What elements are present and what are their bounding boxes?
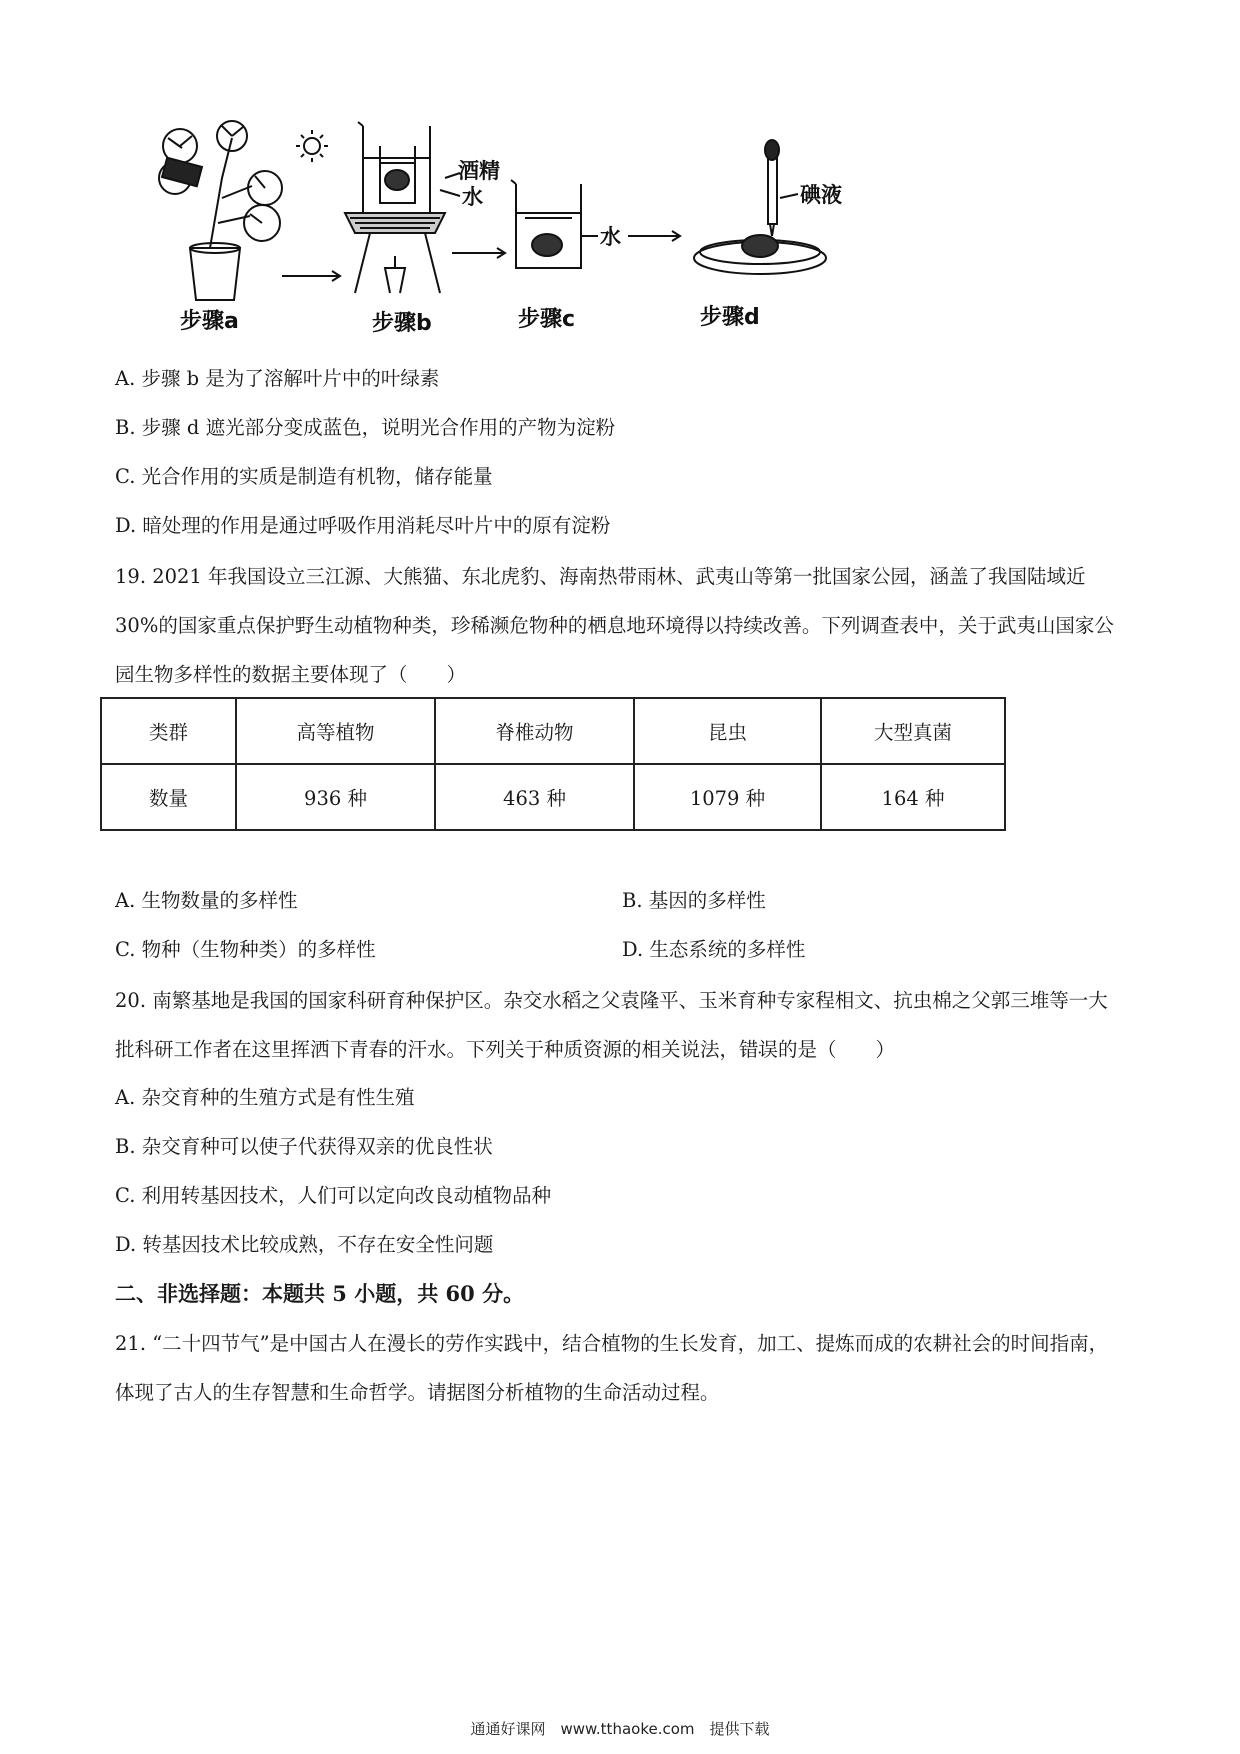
step-c-label: 步骤c	[518, 307, 576, 332]
table-cell: 936 种	[236, 764, 435, 830]
table-cell: 脊椎动物	[435, 698, 634, 764]
section-2-heading: 二、非选择题：本题共 5 小题，共 60 分。	[115, 1281, 525, 1306]
q19-option-a: A. 生物数量的多样性	[115, 889, 298, 912]
step-d-petri-dish-illustration	[694, 140, 826, 274]
arrow-b-to-c-icon	[452, 248, 505, 258]
step-d-label: 步骤d	[700, 305, 760, 330]
table-cell: 1079 种	[634, 764, 821, 830]
step-c-beaker-illustration	[511, 180, 598, 268]
iodine-label: 碘液	[800, 183, 842, 207]
table-cell: 大型真菌	[821, 698, 1005, 764]
table-cell: 463 种	[435, 764, 634, 830]
photosynthesis-experiment-figure	[140, 118, 920, 338]
water-label-step-c: 水	[600, 225, 621, 249]
q20-option-c: C. 利用转基因技术，人们可以定向改良动植物品种	[115, 1184, 552, 1207]
q19-option-b: B. 基因的多样性	[622, 889, 766, 912]
q20-stem-ending: 的是（ ）	[778, 1038, 896, 1061]
q18-option-b: B. 步骤 d 遮光部分变成蓝色，说明光合作用的产物为淀粉	[115, 416, 616, 439]
q21-stem: 21. “二十四节气”是中国古人在漫长的劳作实践中，结合植物的生长发育，加工、提炼而成的农耕社会的时间指南，体现了古人的生存智慧和生命哲学。请据图分析植物的生命活动过程。	[115, 1332, 1109, 1404]
page-footer: 通通好课网 www.tthaoke.com 提供下载	[470, 1720, 770, 1738]
q18-option-a: A. 步骤 b 是为了溶解叶片中的叶绿素	[115, 367, 440, 390]
table-cell: 数量	[101, 764, 236, 830]
step-a-label: 步骤a	[180, 309, 239, 334]
q18-option-d: D. 暗处理的作用是通过呼吸作用消耗尽叶片中的原有淀粉	[115, 514, 611, 537]
q20-option-d: D. 转基因技术比较成熟，不存在安全性问题	[115, 1233, 494, 1256]
step-a-plant-illustration	[159, 121, 282, 300]
q20-stem-text: 20. 南繁基地是我国的国家科研育种保护区。杂交水稻之父袁隆平、玉米育种专家程相文、抗虫棉之父郭三堆等一大批科研工作者在这里挥洒下青春的汗水。下列关于种质资源的相关说法，	[115, 989, 1108, 1061]
table-cell: 昆虫	[634, 698, 821, 764]
table-cell: 类群	[101, 698, 236, 764]
table-header-row	[101, 698, 1005, 764]
q20-stem	[115, 976, 1127, 1074]
arrow-c-to-d-icon	[628, 231, 680, 241]
wuyishan-biodiversity-table	[100, 697, 1006, 831]
q19-option-c: C. 物种（生物种类）的多样性	[115, 938, 376, 961]
table-cell: 高等植物	[236, 698, 435, 764]
arrow-a-to-b-icon	[282, 271, 340, 281]
sun-icon	[296, 130, 328, 162]
q19-option-d: D. 生态系统的多样性	[622, 938, 806, 961]
step-b-label: 步骤b	[372, 311, 432, 336]
q18-option-c: C. 光合作用的实质是制造有机物，储存能量	[115, 465, 493, 488]
alcohol-label: 酒精	[458, 159, 500, 183]
water-label-step-b: 水	[462, 185, 483, 209]
q20-option-a: A. 杂交育种的生殖方式是有性生殖	[115, 1086, 415, 1109]
table-cell: 164 种	[821, 764, 1005, 830]
q19-stem: 19. 2021 年我国设立三江源、大熊猫、东北虎豹、海南热带雨林、武夷山等第一批国家公园，涵盖了我国陆域近 30%的国家重点保护野生动植物种类，珍稀濒危物种的栖息地环境得以持续改善。下列调查表中，关于武夷山国家公园生物多样性的数据主要体现了（ ）	[115, 565, 1114, 686]
q20-emphasis-wrong: 错误 · ·	[739, 1038, 778, 1061]
q20-option-b: B. 杂交育种可以使子代获得双亲的优良性状	[115, 1135, 493, 1158]
table-row	[101, 764, 1005, 830]
step-b-water-bath-illustration	[345, 122, 460, 293]
